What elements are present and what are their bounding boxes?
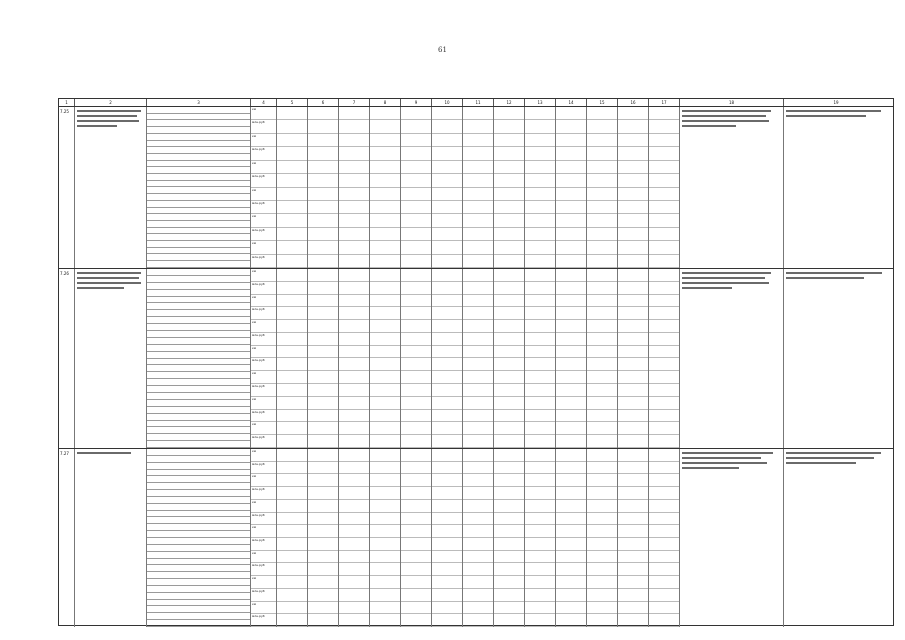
value-cell (370, 269, 401, 448)
illegible-text (682, 452, 781, 472)
unit-mln-rub: млн.руб (251, 589, 276, 602)
value-cell (494, 269, 525, 448)
illegible-text (77, 110, 144, 130)
unit-mln-rub: млн.руб (251, 282, 276, 295)
unit-cell (251, 107, 277, 268)
value-cell (370, 107, 401, 268)
unit-mln-rub: млн.руб (251, 538, 276, 551)
column-number: 3 (147, 99, 251, 106)
unit-mln-rub: млн.руб (251, 487, 276, 500)
total-cell (649, 269, 680, 448)
table-record (59, 107, 893, 268)
column-number: 7 (339, 99, 370, 106)
unit-km: км (251, 269, 276, 282)
result-cell (784, 107, 888, 268)
unit-km: км (251, 107, 276, 120)
object-name-cell (75, 269, 147, 448)
funding-lines (147, 269, 250, 448)
value-cell (277, 449, 308, 627)
illegible-text (786, 110, 886, 120)
record-number-cell (59, 449, 75, 627)
value-cell (618, 449, 649, 627)
value-cell (339, 269, 370, 448)
value-cell (587, 449, 618, 627)
value-cell (556, 107, 587, 268)
column-number: 14 (556, 99, 587, 106)
unit-lines (251, 449, 276, 627)
record-number-cell (59, 107, 75, 268)
unit-km: км (251, 320, 276, 333)
value-cell (494, 107, 525, 268)
value-cell (587, 269, 618, 448)
object-name-cell (75, 449, 147, 627)
unit-mln-rub: млн.руб (251, 563, 276, 576)
value-cell (401, 107, 432, 268)
total-cell (649, 449, 680, 627)
unit-km: км (251, 551, 276, 564)
illegible-text (682, 272, 781, 292)
column-number: 8 (370, 99, 401, 106)
responsible-cell (680, 449, 784, 627)
column-number: 9 (401, 99, 432, 106)
unit-km: км (251, 241, 276, 254)
column-number: 15 (587, 99, 618, 106)
record-number: 7.27 (60, 451, 69, 456)
record-number: 7.25 (60, 109, 69, 114)
unit-mln-rub: млн.руб (251, 410, 276, 423)
column-number: 5 (277, 99, 308, 106)
table-record (59, 268, 893, 448)
unit-cell (251, 269, 277, 448)
unit-km: км (251, 474, 276, 487)
value-cell (308, 269, 339, 448)
unit-km: км (251, 371, 276, 384)
column-number-row (59, 99, 893, 107)
column-number: 2 (75, 99, 147, 106)
value-cell (432, 269, 463, 448)
responsible-cell (680, 269, 784, 448)
value-cell (494, 449, 525, 627)
record-number: 7.26 (60, 271, 69, 276)
table-record (59, 448, 893, 627)
unit-mln-rub: млн.руб (251, 228, 276, 241)
unit-lines (251, 107, 276, 268)
value-cell (525, 449, 556, 627)
unit-km: км (251, 161, 276, 174)
unit-km: км (251, 576, 276, 589)
value-cell (432, 107, 463, 268)
column-number: 6 (308, 99, 339, 106)
unit-km: км (251, 188, 276, 201)
column-number: 19 (833, 100, 839, 105)
column-number: 1 (59, 99, 75, 106)
responsible-cell (680, 107, 784, 268)
total-cell (649, 107, 680, 268)
value-cell (370, 449, 401, 627)
column-number: 18 (680, 99, 784, 106)
page-number: 61 (438, 46, 447, 54)
value-cell (277, 269, 308, 448)
unit-mln-rub: млн.руб (251, 358, 276, 371)
value-cell (556, 449, 587, 627)
value-cell (587, 107, 618, 268)
value-cell (618, 107, 649, 268)
value-cell (525, 107, 556, 268)
value-cell (308, 107, 339, 268)
funding-source-cell (147, 107, 251, 268)
illegible-text (77, 452, 144, 457)
value-cell (618, 269, 649, 448)
funding-lines (147, 107, 250, 268)
value-cell (525, 269, 556, 448)
value-cell (401, 449, 432, 627)
unit-km: км (251, 346, 276, 359)
unit-km: км (251, 449, 276, 462)
unit-mln-rub: млн.руб (251, 174, 276, 187)
value-cell (556, 269, 587, 448)
illegible-text (786, 272, 886, 282)
funding-source-cell (147, 449, 251, 627)
record-number-cell (59, 269, 75, 448)
unit-mln-rub: млн.руб (251, 147, 276, 160)
value-cell (432, 449, 463, 627)
unit-km: км (251, 422, 276, 435)
column-number: 16 (618, 99, 649, 106)
illegible-text (77, 272, 144, 292)
value-cell (308, 449, 339, 627)
unit-mln-rub: млн.руб (251, 120, 276, 133)
data-table (58, 98, 894, 626)
unit-km: км (251, 602, 276, 615)
column-number: 13 (525, 99, 556, 106)
unit-mln-rub: млн.руб (251, 435, 276, 448)
column-number: 17 (649, 99, 680, 106)
value-cell (339, 449, 370, 627)
unit-mln-rub: млн.руб (251, 384, 276, 397)
column-number: 12 (494, 99, 525, 106)
unit-mln-rub: млн.руб (251, 462, 276, 475)
value-cell (463, 269, 494, 448)
unit-mln-rub: млн.руб (251, 307, 276, 320)
column-number: 11 (463, 99, 494, 106)
unit-km: км (251, 134, 276, 147)
funding-lines (147, 449, 250, 627)
result-cell (784, 269, 888, 448)
unit-km: км (251, 214, 276, 227)
value-cell (401, 269, 432, 448)
object-name-cell (75, 107, 147, 268)
unit-mln-rub: млн.руб (251, 255, 276, 268)
value-cell (463, 107, 494, 268)
illegible-text (682, 110, 781, 130)
column-number: 10 (432, 99, 463, 106)
unit-km: км (251, 295, 276, 308)
unit-km: км (251, 525, 276, 538)
value-cell (339, 107, 370, 268)
unit-lines (251, 269, 276, 448)
unit-mln-rub: млн.руб (251, 333, 276, 346)
illegible-text (786, 452, 886, 467)
unit-cell (251, 449, 277, 627)
unit-mln-rub: млн.руб (251, 513, 276, 526)
value-cell (463, 449, 494, 627)
unit-mln-rub: млн.руб (251, 614, 276, 627)
value-cell (277, 107, 308, 268)
result-cell (784, 449, 888, 627)
funding-source-cell (147, 269, 251, 448)
column-number: 4 (251, 99, 277, 106)
unit-km: км (251, 500, 276, 513)
unit-mln-rub: млн.руб (251, 201, 276, 214)
unit-km: км (251, 397, 276, 410)
